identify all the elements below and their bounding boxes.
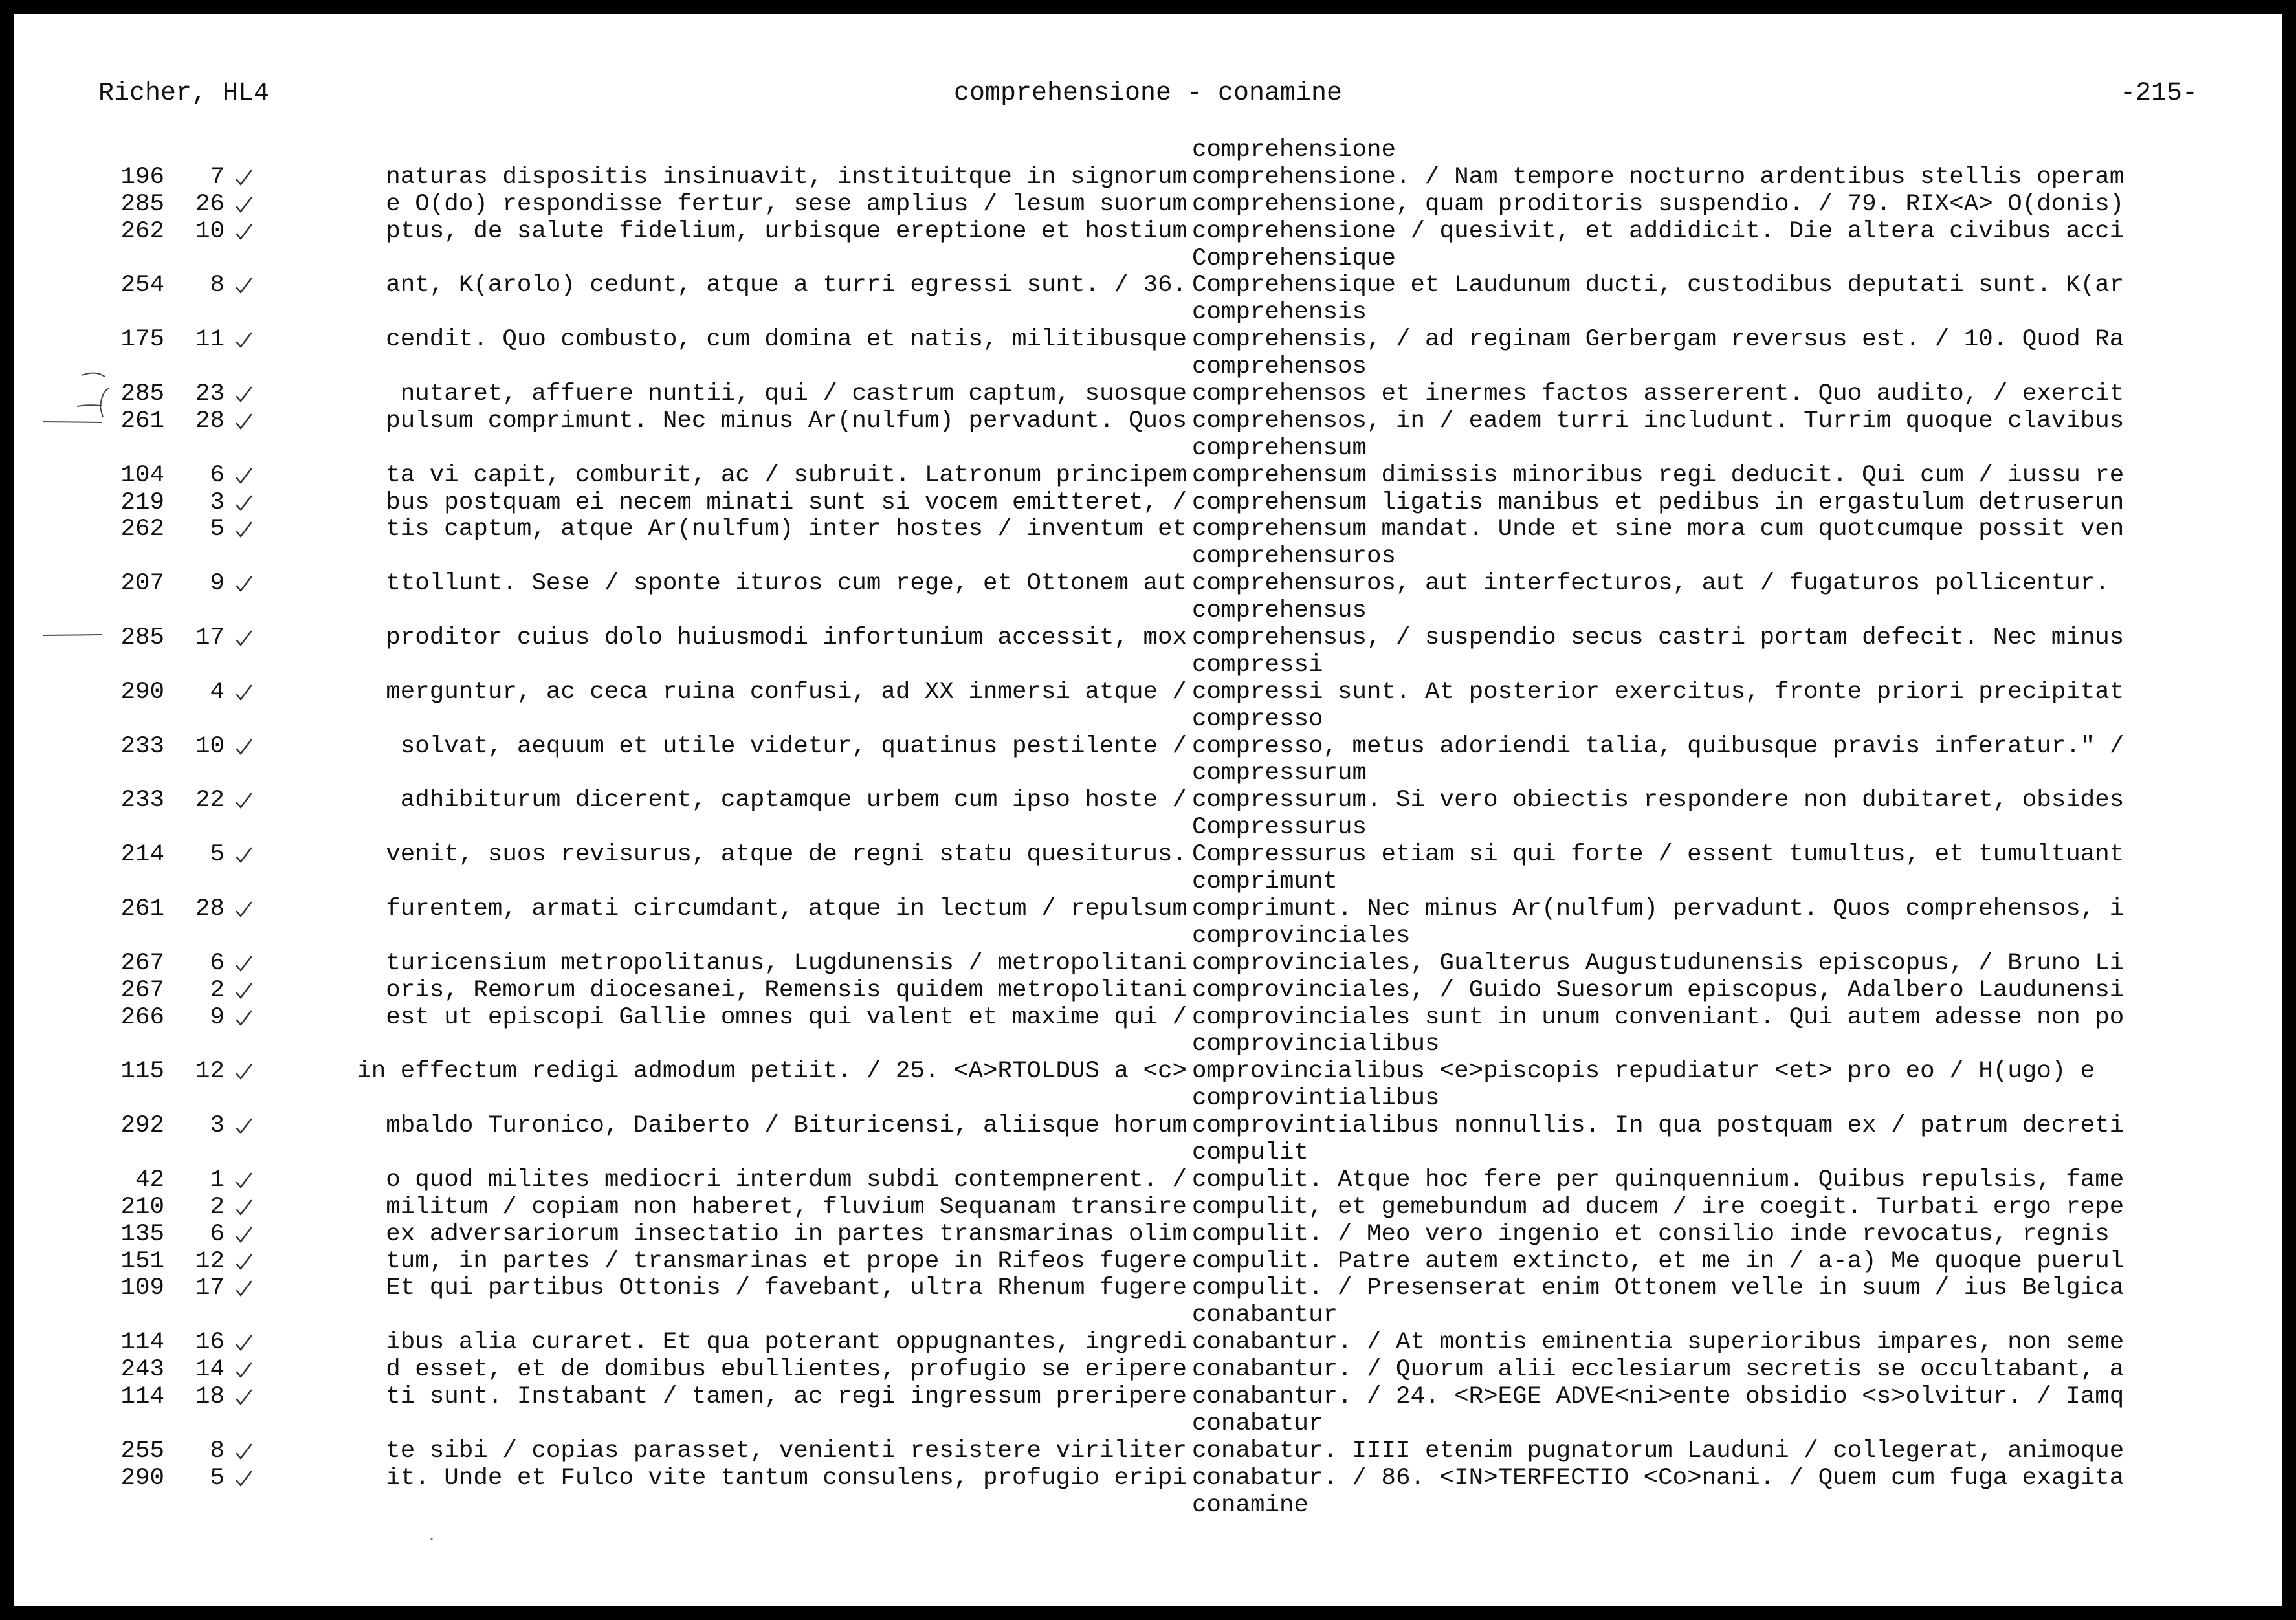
check-mark-icon (234, 519, 254, 540)
line-ref: 28 (195, 407, 225, 435)
page-ref: 290 (120, 678, 164, 706)
headword: compressi (1192, 651, 1323, 679)
headword-row (14, 760, 2282, 787)
check-mark-icon (234, 1278, 254, 1298)
check-mark-icon (234, 1061, 254, 1082)
right-context: conabatur. IIII etenim pugnatorum Lauduni / collegerat, animoque (1192, 1438, 2125, 1465)
document-page (14, 14, 2282, 1606)
check-mark-icon (234, 194, 254, 215)
concordance-row (14, 679, 2282, 706)
left-context: oris, Remorum diocesanei, Remensis quidem metropolitani (386, 977, 1187, 1004)
headword: comprehensione (1192, 137, 1396, 164)
header-source: Richer, HL4 (98, 79, 270, 108)
check-mark-icon (234, 736, 254, 757)
concordance-row (14, 1384, 2282, 1411)
line-ref: 10 (195, 217, 225, 245)
line-ref: 8 (210, 1437, 225, 1465)
page-ref: 254 (120, 272, 164, 300)
headword-row (14, 923, 2282, 950)
check-mark-icon (234, 573, 254, 594)
left-context: ant, K(arolo) cedunt, atque a turri egressi sunt. / 36. (386, 272, 1187, 300)
headword-row (14, 1411, 2282, 1438)
headword-row (14, 435, 2282, 463)
page-ref: 42 (135, 1166, 164, 1194)
concordance-row (14, 1194, 2282, 1221)
concordance-row (14, 1465, 2282, 1493)
line-ref: 17 (195, 1275, 225, 1302)
concordance-row (14, 1005, 2282, 1032)
right-context: comprehensum mandat. Unde et sine mora cum quotcumque possit ven (1192, 516, 2125, 543)
left-context: d esset, et de domibus ebullientes, profugio se eripere (386, 1357, 1187, 1384)
left-context: ttollunt. Sese / sponte ituros cum rege, et Ottonem aut (386, 571, 1187, 598)
headword: comprehensus (1192, 598, 1367, 625)
line-ref: 28 (195, 895, 225, 923)
page-ref: 243 (120, 1356, 164, 1384)
left-context: ptus, de salute fidelium, urbisque ereptione et hostium (386, 218, 1187, 245)
line-ref: 8 (210, 272, 225, 300)
page-ref: 196 (120, 163, 164, 191)
right-context: comprimunt. Nec minus Ar(nulfum) pervadunt. Quos comprehensos, i (1192, 895, 2125, 923)
left-context: solvat, aequum et utile videtur, quatinus pestilente / (400, 733, 1187, 760)
check-mark-icon (234, 1007, 254, 1028)
concordance-row (14, 950, 2282, 978)
headword-row (14, 652, 2282, 679)
line-ref: 14 (195, 1356, 225, 1384)
headword-row (14, 1493, 2282, 1520)
right-context: compressi sunt. At posterior exercitus, fronte priori precipitat (1192, 679, 2125, 706)
right-context: comprehensione, quam proditoris suspendio. / 79. RIX<A> O(donis) (1192, 191, 2125, 218)
right-context: conabatur. / 86. <IN>TERFECTIO <Co>nani. / Quem cum fuga exagita (1192, 1465, 2125, 1492)
left-context: Et qui partibus Ottonis / favebant, ultra Rhenum fugere (386, 1275, 1187, 1302)
headword: comprovincialibus (1192, 1031, 1440, 1058)
concordance-row (14, 787, 2282, 815)
headword-row (14, 300, 2282, 327)
line-ref: 6 (210, 949, 225, 977)
left-context: est ut episcopi Gallie omnes qui valent et maxime qui / (386, 1004, 1187, 1031)
line-ref: 9 (210, 1003, 225, 1031)
right-context: conabantur. / At montis eminentia superioribus impares, non seme (1192, 1330, 2125, 1357)
headword-row (14, 1031, 2282, 1058)
headword: comprovintialibus (1192, 1086, 1440, 1113)
page-number: -215- (2119, 79, 2198, 108)
page-ref: 210 (120, 1193, 164, 1221)
right-context: comprovintialibus nonnullis. In qua postquam ex / patrum decreti (1192, 1113, 2125, 1140)
page-ref: 114 (120, 1329, 164, 1357)
margin-mark-icon (40, 415, 105, 428)
check-mark-icon (234, 844, 254, 865)
left-context: ibus alia curaret. Et qua poterant oppugnantes, ingredi (386, 1330, 1187, 1357)
left-context: pulsum comprimunt. Nec minus Ar(nulfum) pervadunt. Quos (386, 408, 1187, 435)
right-context: comprovinciales sunt in unum conveniant. Qui autem adesse non po (1192, 1004, 2125, 1031)
headword: comprimunt (1192, 869, 1338, 896)
concordance-row (14, 1167, 2282, 1194)
left-context: mbaldo Turonico, Daiberto / Bituricensi, aliisque horum (386, 1113, 1187, 1140)
right-context: compulit, et gemebundum ad ducem / ire coegit. Turbati ergo repe (1192, 1194, 2125, 1221)
page-ref: 285 (120, 380, 164, 408)
headword-row (14, 137, 2282, 164)
right-context: comprovinciales, Gualterus Augustudunensis episcopus, / Bruno Li (1192, 950, 2125, 977)
page-ref: 233 (120, 787, 164, 815)
line-ref: 9 (210, 570, 225, 598)
page-ref: 262 (120, 217, 164, 245)
headword-row (14, 543, 2282, 571)
headword-row (14, 1086, 2282, 1113)
check-mark-icon (234, 329, 254, 350)
check-mark-icon (234, 1251, 254, 1272)
headword: conabatur (1192, 1410, 1323, 1438)
check-mark-icon (234, 682, 254, 703)
right-context: conabantur. / Quorum alii ecclesiarum secretis se occultabant, a (1192, 1357, 2125, 1384)
page-ref: 266 (120, 1003, 164, 1031)
page-ref: 214 (120, 841, 164, 869)
check-mark-icon (234, 1468, 254, 1489)
concordance-row (14, 219, 2282, 246)
line-ref: 12 (195, 1058, 225, 1086)
page-ref: 115 (120, 1058, 164, 1086)
headword-row (14, 598, 2282, 625)
page-ref: 233 (120, 732, 164, 760)
concordance-row (14, 1113, 2282, 1140)
left-context: in effectum redigi admodum petiit. / 25. <A>RTOLDUS a <c> (357, 1058, 1187, 1086)
headword: conamine (1192, 1492, 1309, 1519)
right-context: comprehensis, / ad reginam Gerbergam reversus est. / 10. Quod Ra (1192, 327, 2125, 354)
page-ref: 285 (120, 190, 164, 218)
concordance-row (14, 164, 2282, 192)
line-ref: 7 (210, 163, 225, 191)
check-mark-icon (234, 465, 254, 486)
concordance-row (14, 896, 2282, 923)
right-context: compresso, metus adoriendi talia, quibusque pravis inferatur." / (1192, 733, 2125, 760)
header-range: comprehensione - conamine (953, 79, 1343, 108)
page-ref: 292 (120, 1112, 164, 1140)
left-context: ta vi capit, comburit, ac / subruit. Latronum principem (386, 462, 1187, 489)
concordance-row (14, 490, 2282, 517)
check-mark-icon (234, 899, 254, 919)
page-ref: 285 (120, 624, 164, 652)
left-context: te sibi / copias parasset, venienti resistere viriliter (386, 1438, 1187, 1465)
left-context: venit, suos revisurus, atque de regni statu quesiturus. (386, 842, 1187, 869)
line-ref: 10 (195, 732, 225, 760)
left-context: it. Unde et Fulco vite tantum consulens, profugio eripi (386, 1465, 1187, 1492)
right-context: comprehensione / quesivit, et addidicit. Die altera civibus acci (1192, 218, 2125, 245)
right-context: omprovincialibus <e>piscopis repudiatur <et> pro eo / H(ugo) e (1192, 1058, 2095, 1086)
right-context: compulit. / Presenserat enim Ottonem velle in suum / ius Belgica (1192, 1275, 2125, 1302)
page-ref: 207 (120, 570, 164, 598)
line-ref: 23 (195, 380, 225, 408)
right-context: compulit. Patre autem extincto, et me in / a-a) Me quoque puerul (1192, 1248, 2125, 1275)
headword: comprehensis (1192, 300, 1367, 327)
right-context: comprehensum ligatis manibus et pedibus in ergastulum detruserun (1192, 489, 2125, 516)
line-ref: 1 (210, 1166, 225, 1194)
headword: comprehensuros (1192, 543, 1396, 571)
line-ref: 22 (195, 787, 225, 815)
line-ref: 11 (195, 326, 225, 354)
concordance-row (14, 1058, 2282, 1086)
headword: comprehensum (1192, 435, 1367, 462)
left-context: naturas dispositis insinuavit, instituitque in signorum (386, 164, 1187, 191)
concordance-row (14, 1275, 2282, 1302)
page-ref: 290 (120, 1464, 164, 1492)
line-ref: 16 (195, 1329, 225, 1357)
headword: conabantur (1192, 1302, 1338, 1330)
left-context: proditor cuius dolo huiusmodi infortunium accessit, mox (386, 625, 1187, 652)
left-context: merguntur, ac ceca ruina confusi, ad XX inmersi atque / (386, 679, 1187, 706)
margin-dot-icon (428, 1536, 435, 1542)
check-mark-icon (234, 275, 254, 296)
left-context: cendit. Quo combusto, cum domina et natis, militibusque (386, 327, 1187, 354)
line-ref: 2 (210, 976, 225, 1004)
line-ref: 5 (210, 516, 225, 543)
check-mark-icon (234, 1224, 254, 1245)
check-mark-icon (234, 1441, 254, 1461)
right-context: Compressurus etiam si qui forte / essent tumultus, et tumultuant (1192, 842, 2125, 869)
right-context: compressurum. Si vero obiectis respondere non dubitaret, obsides (1192, 787, 2125, 815)
page-ref: 114 (120, 1383, 164, 1410)
concordance-row (14, 516, 2282, 543)
line-ref: 3 (210, 488, 225, 516)
concordance-row (14, 734, 2282, 761)
right-context: compulit. Atque hoc fere per quinquennium. Quibus repulsis, fame (1192, 1166, 2125, 1194)
headword-row (14, 1140, 2282, 1167)
concordance-list (14, 137, 2282, 1519)
headword-row (14, 354, 2282, 381)
concordance-row (14, 463, 2282, 490)
check-mark-icon (234, 1170, 254, 1190)
check-mark-icon (234, 1332, 254, 1353)
page-ref: 255 (120, 1437, 164, 1465)
headword: comprovinciales (1192, 923, 1411, 950)
left-context: bus postquam ei necem minati sunt si vocem emitteret, / (386, 489, 1187, 516)
concordance-row (14, 625, 2282, 652)
left-context: e O(do) respondisse fertur, sese amplius / lesum suorum (386, 191, 1187, 218)
left-context: o quod milites mediocri interdum subdi contempnerent. / (386, 1166, 1187, 1194)
page-ref: 109 (120, 1275, 164, 1302)
left-context: tum, in partes / transmarinas et prope in Rifeos fugere (386, 1248, 1187, 1275)
left-context: ti sunt. Instabant / tamen, ac regi ingressum preripere (386, 1383, 1187, 1410)
right-context: comprehensos et inermes factos assererent. Quo audito, / exercit (1192, 381, 2125, 408)
concordance-row (14, 272, 2282, 300)
line-ref: 5 (210, 1464, 225, 1492)
check-mark-icon (234, 411, 254, 432)
page-ref: 267 (120, 949, 164, 977)
check-mark-icon (234, 1197, 254, 1218)
concordance-row (14, 408, 2282, 435)
right-context: comprovinciales, / Guido Suesorum episcopus, Adalbero Laudunensi (1192, 977, 2125, 1004)
page-ref: 135 (120, 1220, 164, 1248)
right-context: comprehensos, in / eadem turri includunt. Turrim quoque clavibus (1192, 408, 2125, 435)
headword: Comprehensique (1192, 245, 1396, 272)
line-ref: 12 (195, 1247, 225, 1275)
page-header (98, 79, 2198, 118)
left-context: tis captum, atque Ar(nulfum) inter hostes / inventum et (386, 516, 1187, 543)
check-mark-icon (234, 1386, 254, 1407)
check-mark-icon (234, 167, 254, 188)
page-ref: 219 (120, 488, 164, 516)
page-ref: 104 (120, 461, 164, 489)
check-mark-icon (234, 384, 254, 404)
check-mark-icon (234, 980, 254, 1001)
right-context: conabantur. / 24. <R>EGE ADVE<ni>ente obsidio <s>olvitur. / Iamq (1192, 1383, 2125, 1410)
right-context: comprehensione. / Nam tempore nocturno ardentibus stellis operam (1192, 164, 2125, 191)
headword-row (14, 1302, 2282, 1330)
left-context: adhibiturum dicerent, captamque urbem cum ipso hoste / (400, 787, 1187, 815)
concordance-row (14, 978, 2282, 1005)
line-ref: 2 (210, 1193, 225, 1221)
right-context: comprehensum dimissis minoribus regi deducit. Qui cum / iussu re (1192, 462, 2125, 489)
page-ref: 261 (120, 407, 164, 435)
left-context: nutaret, affuere nuntii, qui / castrum captum, suosque (400, 381, 1187, 408)
left-context: ex adversariorum insectatio in partes transmarinas olim (386, 1221, 1187, 1248)
headword: compulit (1192, 1139, 1309, 1166)
concordance-row (14, 192, 2282, 219)
check-mark-icon (234, 1115, 254, 1136)
check-mark-icon (234, 221, 254, 242)
headword: compresso (1192, 706, 1323, 733)
left-context: turicensium metropolitanus, Lugdunensis / metropolitani (386, 950, 1187, 977)
headword: Compressurus (1192, 815, 1367, 842)
concordance-row (14, 381, 2282, 408)
concordance-row (14, 1249, 2282, 1276)
headword-row (14, 869, 2282, 896)
margin-mark-icon (40, 629, 105, 642)
right-context: compulit. / Meo vero ingenio et consilio inde revocatus, regnis (1192, 1221, 2110, 1248)
line-ref: 5 (210, 841, 225, 869)
check-mark-icon (234, 1359, 254, 1380)
line-ref: 6 (210, 461, 225, 489)
line-ref: 26 (195, 190, 225, 218)
line-ref: 18 (195, 1383, 225, 1410)
line-ref: 6 (210, 1220, 225, 1248)
concordance-row (14, 1221, 2282, 1249)
concordance-row (14, 327, 2282, 354)
left-context: militum / copiam non haberet, fluvium Sequanam transire (386, 1194, 1187, 1221)
concordance-row (14, 1330, 2282, 1357)
concordance-row (14, 1357, 2282, 1384)
concordance-row (14, 571, 2282, 598)
concordance-row (14, 1438, 2282, 1465)
page-ref: 267 (120, 976, 164, 1004)
left-context: furentem, armati circumdant, atque in lectum / repulsum (386, 895, 1187, 923)
check-mark-icon (234, 492, 254, 513)
line-ref: 17 (195, 624, 225, 652)
page-ref: 262 (120, 516, 164, 543)
line-ref: 3 (210, 1112, 225, 1140)
check-mark-icon (234, 628, 254, 648)
line-ref: 4 (210, 678, 225, 706)
check-mark-icon (234, 953, 254, 974)
check-mark-icon (234, 790, 254, 811)
headword-row (14, 246, 2282, 273)
headword-row (14, 815, 2282, 842)
right-context: comprehensuros, aut interfecturos, aut / fugaturos pollicentur. (1192, 571, 2110, 598)
concordance-row (14, 842, 2282, 869)
headword: comprehensos (1192, 354, 1367, 381)
page-ref: 151 (120, 1247, 164, 1275)
right-context: comprehensus, / suspendio secus castri portam defecit. Nec minus (1192, 625, 2125, 652)
headword-row (14, 706, 2282, 734)
page-ref: 261 (120, 895, 164, 923)
headword: compressurum (1192, 760, 1367, 787)
page-ref: 175 (120, 326, 164, 354)
right-context: Comprehensique et Laudunum ducti, custodibus deputati sunt. K(ar (1192, 272, 2125, 300)
